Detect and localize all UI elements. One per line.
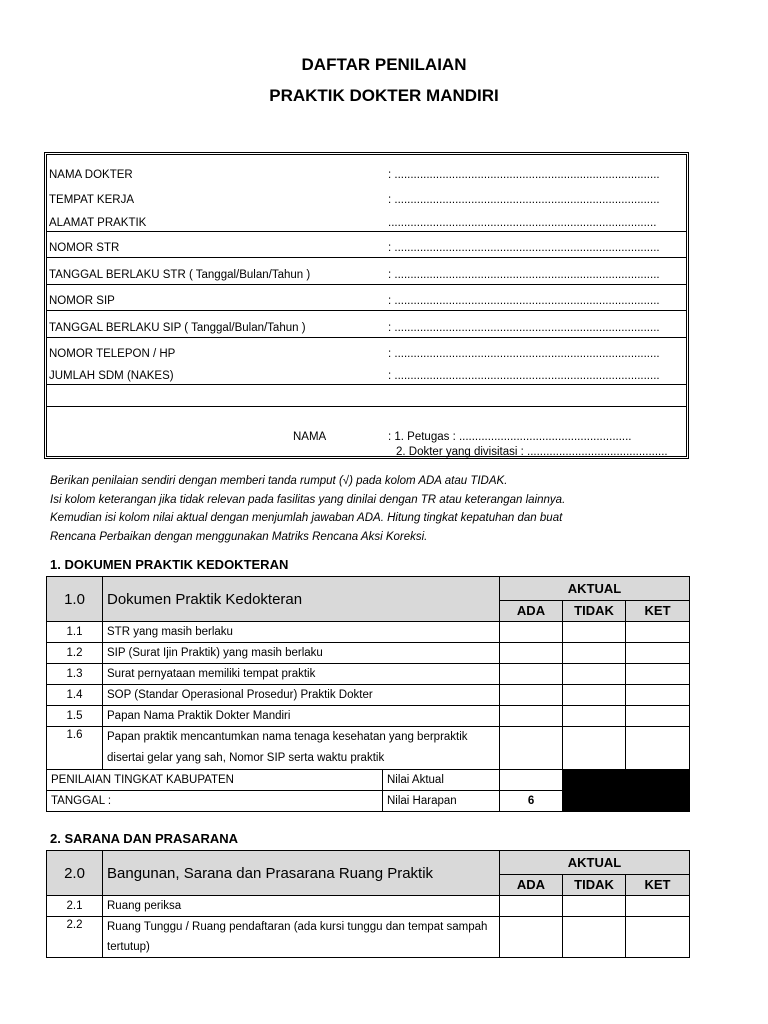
table-row [47, 917, 690, 958]
section2-table [46, 850, 690, 958]
field-value[interactable]: : ................................................................................... [388, 194, 660, 206]
field-tanggal-str [49, 265, 684, 281]
blacked-out-cell [563, 770, 690, 812]
nilai-aktual-value[interactable] [500, 770, 563, 791]
item-number: 2.1 [47, 896, 103, 917]
item-text: Papan Nama Praktik Dokter Mandiri [103, 706, 500, 727]
ket-cell[interactable] [626, 917, 690, 958]
divider [47, 231, 686, 232]
field-label: NOMOR SIP [49, 295, 115, 307]
table-row [47, 896, 690, 917]
item-number: 1.4 [47, 685, 103, 706]
item-number: 1.1 [47, 622, 103, 643]
instructions [50, 472, 730, 546]
tidak-cell[interactable] [563, 622, 626, 643]
field-label: TEMPAT KERJA [49, 194, 134, 206]
ada-cell[interactable] [500, 917, 563, 958]
tidak-cell[interactable] [563, 685, 626, 706]
tidak-cell[interactable] [563, 706, 626, 727]
aktual-header: AKTUAL [500, 851, 690, 875]
field-value[interactable]: : ................................................................................... [388, 242, 660, 254]
section1-table [46, 576, 690, 812]
field-label: NOMOR STR [49, 242, 120, 254]
signature-petugas-row [49, 427, 684, 443]
field-alamat-praktik [49, 213, 684, 229]
penilaian-label: PENILAIAN TINGKAT KABUPATEN [47, 770, 383, 791]
item-number: 1.5 [47, 706, 103, 727]
field-value[interactable]: .................................................................................... [388, 217, 657, 229]
field-value[interactable]: : ................................................................................... [388, 370, 660, 382]
section2-title: 2. SARANA DAN PRASARANA [50, 831, 239, 846]
ket-cell[interactable] [626, 727, 690, 770]
divider [47, 384, 686, 385]
ket-cell[interactable] [626, 706, 690, 727]
document-subtitle: PRAKTIK DOKTER MANDIRI [269, 86, 499, 105]
table-row [47, 706, 690, 727]
tidak-cell[interactable] [563, 664, 626, 685]
item-number: 1.6 [47, 727, 103, 770]
field-jumlah-sdm [49, 366, 684, 382]
item-text: Surat pernyataan memiliki tempat praktik [103, 664, 500, 685]
field-value[interactable]: : ................................................................................... [388, 269, 660, 281]
item-number: 2.2 [47, 917, 103, 958]
instruction-line: Kemudian isi kolom nilai aktual dengan menjumlah jawaban ADA. Hitung tingkat kepatuhan dan buat [50, 512, 563, 525]
nilai-harapan-value: 6 [500, 791, 563, 812]
col-tidak-header: TIDAK [563, 874, 626, 895]
tidak-cell[interactable] [563, 896, 626, 917]
ket-cell[interactable] [626, 622, 690, 643]
item-number: 1.2 [47, 643, 103, 664]
item-text: STR yang masih berlaku [103, 622, 500, 643]
ada-cell[interactable] [500, 685, 563, 706]
divider [47, 257, 686, 258]
ket-cell[interactable] [626, 685, 690, 706]
table-row [47, 643, 690, 664]
field-label: NOMOR TELEPON / HP [49, 348, 176, 360]
col-ket-header: KET [626, 600, 690, 621]
ket-cell[interactable] [626, 664, 690, 685]
divider [47, 337, 686, 338]
divider [47, 406, 686, 407]
ada-cell[interactable] [500, 896, 563, 917]
field-value[interactable]: : ................................................................................... [388, 295, 660, 307]
field-value[interactable]: : ................................................................................... [388, 169, 660, 181]
tidak-cell[interactable] [563, 917, 626, 958]
item-text: Papan praktik mencantumkan nama tenaga kesehatan yang berpraktik disertai gelar yang sah, Nomor SIP serta waktu praktik [103, 727, 500, 770]
item-text: SOP (Standar Operasional Prosedur) Praktik Dokter [103, 685, 500, 706]
identity-box [44, 152, 689, 459]
score-row [47, 770, 690, 791]
ada-cell[interactable] [500, 706, 563, 727]
ada-cell[interactable] [500, 664, 563, 685]
section1-code: 1.0 [47, 577, 103, 622]
field-nama-dokter [49, 165, 684, 181]
field-value[interactable]: : ................................................................................... [388, 348, 660, 360]
field-nomor-sip [49, 291, 684, 307]
col-ket-header: KET [626, 874, 690, 895]
field-label: JUMLAH SDM (NAKES) [49, 370, 174, 382]
item-text: Ruang periksa [103, 896, 500, 917]
table-row [47, 622, 690, 643]
ada-cell[interactable] [500, 727, 563, 770]
signature-divisitasi-row [49, 444, 684, 458]
field-nomor-telepon [49, 344, 684, 360]
col-ada-header: ADA [500, 600, 563, 621]
divider [47, 310, 686, 311]
field-label: TANGGAL BERLAKU STR ( Tanggal/Bulan/Tahun ) [49, 269, 311, 281]
instruction-line: Isi kolom keterangan jika tidak relevan pada fasilitas yang dinilai dengan TR atau keterangan lainnya. [50, 493, 566, 506]
ket-cell[interactable] [626, 896, 690, 917]
table-row [47, 664, 690, 685]
nilai-harapan-label: Nilai Harapan [383, 791, 500, 812]
field-value[interactable]: : ................................................................................... [388, 322, 660, 334]
sign-label: NAMA [293, 431, 327, 443]
table-row [47, 727, 690, 770]
ket-cell[interactable] [626, 643, 690, 664]
item-number: 1.3 [47, 664, 103, 685]
section1-heading: Dokumen Praktik Kedokteran [103, 577, 500, 622]
ada-cell[interactable] [500, 622, 563, 643]
field-tanggal-sip [49, 318, 684, 334]
field-label: NAMA DOKTER [49, 169, 133, 181]
section2-code: 2.0 [47, 851, 103, 896]
instruction-line: Berikan penilaian sendiri dengan memberi tanda rumput (√) pada kolom ADA atau TIDAK. [50, 475, 508, 487]
section1-title: 1. DOKUMEN PRAKTIK KEDOKTERAN [50, 557, 289, 572]
col-tidak-header: TIDAK [563, 600, 626, 621]
divisitasi-field[interactable]: 2. Dokter yang divisitasi : ............................................ [396, 446, 668, 458]
tidak-cell[interactable] [563, 643, 626, 664]
field-nomor-str [49, 238, 684, 254]
document-title: DAFTAR PENILAIAN [301, 55, 467, 74]
tidak-cell[interactable] [563, 727, 626, 770]
field-label: ALAMAT PRAKTIK [49, 217, 147, 229]
table-row [47, 685, 690, 706]
ada-cell[interactable] [500, 643, 563, 664]
nilai-aktual-label: Nilai Aktual [383, 770, 500, 791]
item-text: SIP (Surat Ijin Praktik) yang masih berlaku [103, 643, 500, 664]
section2-heading: Bangunan, Sarana dan Prasarana Ruang Praktik [103, 851, 500, 896]
petugas-field[interactable]: : 1. Petugas : ...................................................... [388, 431, 632, 443]
tanggal-label: TANGGAL : [47, 791, 383, 812]
instruction-line: Rencana Perbaikan dengan menggunakan Matriks Rencana Aksi Koreksi. [50, 530, 428, 543]
field-label: TANGGAL BERLAKU SIP ( Tanggal/Bulan/Tahun ) [49, 322, 306, 334]
divider [47, 284, 686, 285]
item-text: Ruang Tunggu / Ruang pendaftaran (ada kursi tunggu dan tempat sampah tertutup) [103, 917, 500, 958]
col-ada-header: ADA [500, 874, 563, 895]
aktual-header: AKTUAL [500, 577, 690, 601]
field-tempat-kerja [49, 190, 684, 206]
